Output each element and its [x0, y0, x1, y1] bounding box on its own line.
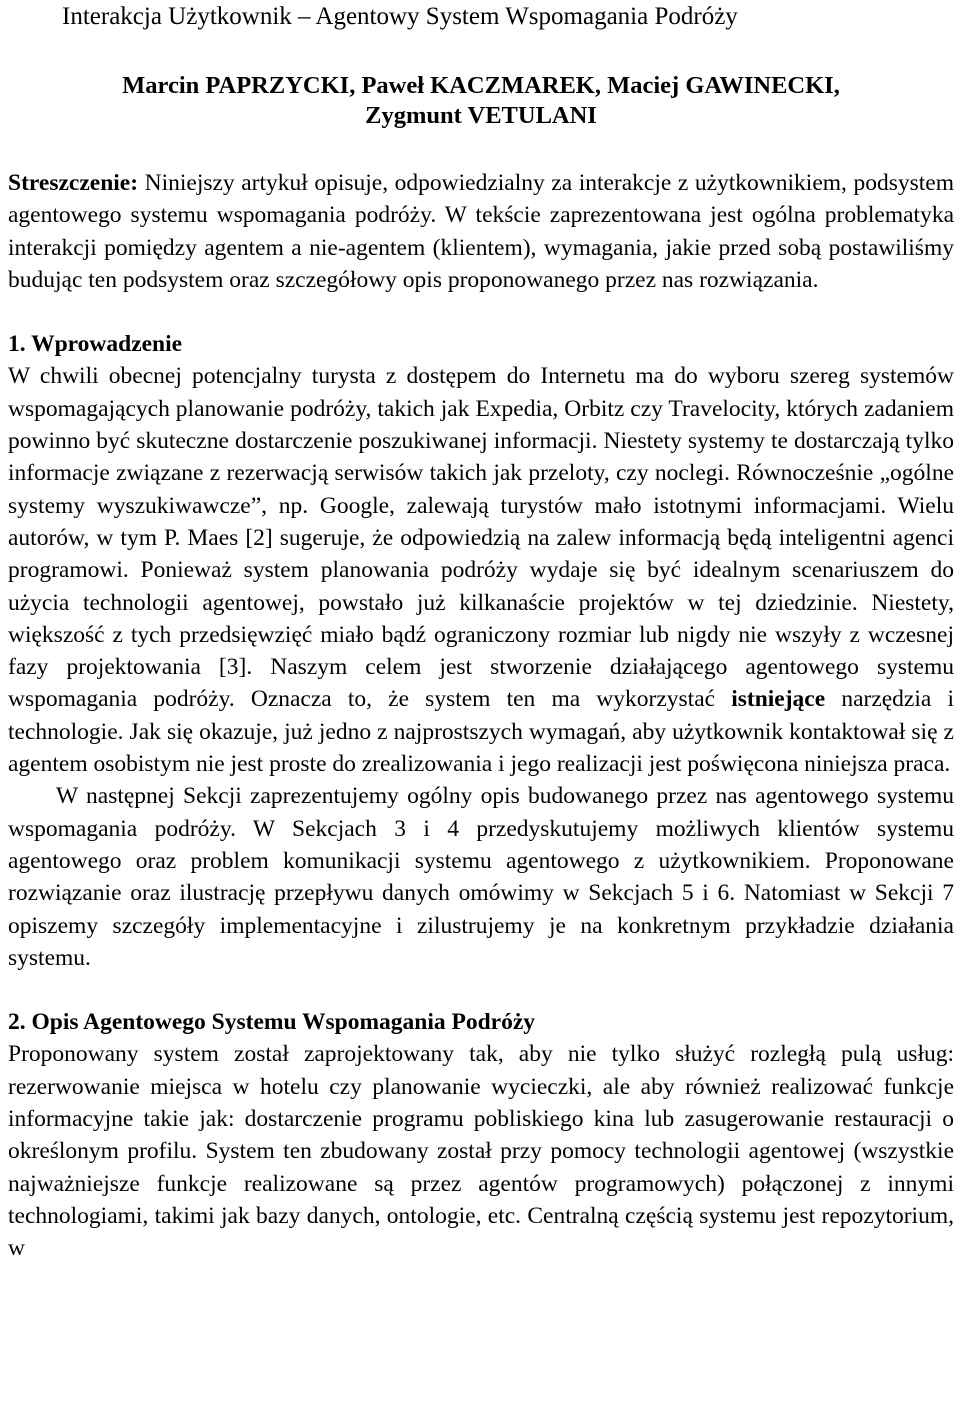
abstract — [8, 167, 954, 296]
author-list — [8, 71, 954, 131]
section-1-paragraph-1-part-a: W chwili obecnej potencjalny turysta z dostępem do Internetu ma do wyboru szereg systemów wspomagających planowanie podróży, takich jak Expedia, Orbitz czy Travelocity, których zadaniem powinno być skuteczne dostarczenie poszukiwanej informacji. Niestety systemy te dostarczają tylko informacje związane z rezerwacją serwisów takich jak przeloty, czy noclegi. Równocześnie „ogólne systemy wyszukiwawcze”, np. Google, zalewają turystów mało istotnymi informacjami. Wielu autorów, w tym P. Maes [2] sugeruje, że odpowiedzią na zalew informacją będą inteligentni agenci programowi. Ponieważ system planowania podróży wydaje się być idealnym scenariuszem do użycia technologii agentowej, powstało już kilkanaście projektów w tej dziedzinie. Niestety, większość z tych przedsięwzięć miało bądź ograniczony rozmiar lub nigdy nie wszyły z wczesnej fazy projektowania [3]. Naszym celem jest stworzenie działającego agentowego systemu wspomagania podróży. Oznacza to, że system ten ma wykorzystać — [8, 363, 954, 713]
section-1-paragraph-2: W następnej Sekcji zaprezentujemy ogólny opis budowanego przez nas agentowego systemu wspomagania podróży. W Sekcjach 3 i 4 przedyskutujemy możliwych klientów systemu agentowego oraz problem komunikacji systemu agentowego z użytkownikiem. Proponowane rozwiązanie oraz ilustrację przepływu danych omówimy w Sekcjach 5 i 6. Natomiast w Sekcji 7 opiszemy szczegóły implementacyjne i zilustrujemy je na konkretnym przykładzie działania systemu. — [8, 783, 954, 971]
author-line-2: Zygmunt VETULANI — [365, 102, 597, 129]
document-page — [8, 0, 954, 1265]
section-1-paragraph-1-part-b: narzędzia i technologie. Jak się okazuje, już jedno z najprostszych wymagań, aby użytkownik kontaktował się z agentem osobistym nie jest proste do zrealizowania i jego realizacji jest poświęcona niniejsza praca. — [8, 686, 954, 778]
emphasis-existing: istniejące — [731, 686, 826, 713]
paper-title: Interakcja Użytkownik – Agentowy System Wspomagania Podróży — [62, 3, 738, 30]
section-1-heading: 1. Wprowadzenie — [8, 331, 183, 358]
section-1-paragraph-1 — [8, 360, 954, 780]
section-2-paragraph-1: Proponowany system został zaprojektowany tak, aby nie tylko służyć rozległą pulą usług: rezerwowanie miejsca w hotelu czy planowanie wycieczki, ale aby również realizować funkcje informacyjne takie jak: dostarczenie programu pobliskiego kina lub zasugerowanie restauracji o określonym profilu. System ten zbudowany został przy pomocy technologii agentowej (wszystkie najważniejsze funkcje realizowane są przez agentów programowych) połączonej z innymi technologiami, takimi jak bazy danych, ontologie, etc. Centralną częścią systemu jest repozytorium, w — [8, 1041, 954, 1262]
author-line-1: Marcin PAPRZYCKI, Paweł KACZMAREK, Maciej GAWINECKI, — [122, 72, 840, 99]
abstract-label: Streszczenie: — [8, 170, 139, 196]
section-2-heading: 2. Opis Agentowego Systemu Wspomagania Podróży — [8, 1009, 536, 1036]
abstract-text: Niniejszy artykuł opisuje, odpowiedzialny za interakcje z użytkownikiem, podsystem agentowego systemu wspomagania podróży. W tekście zaprezentowana jest ogólna problematyka interakcji pomiędzy agentem a nie-agentem (klientem), wymagania, jakie przed sobą postawiliśmy budując ten podsystem oraz szczegółowy opis proponowanego przez nas rozwiązania. — [8, 170, 954, 293]
